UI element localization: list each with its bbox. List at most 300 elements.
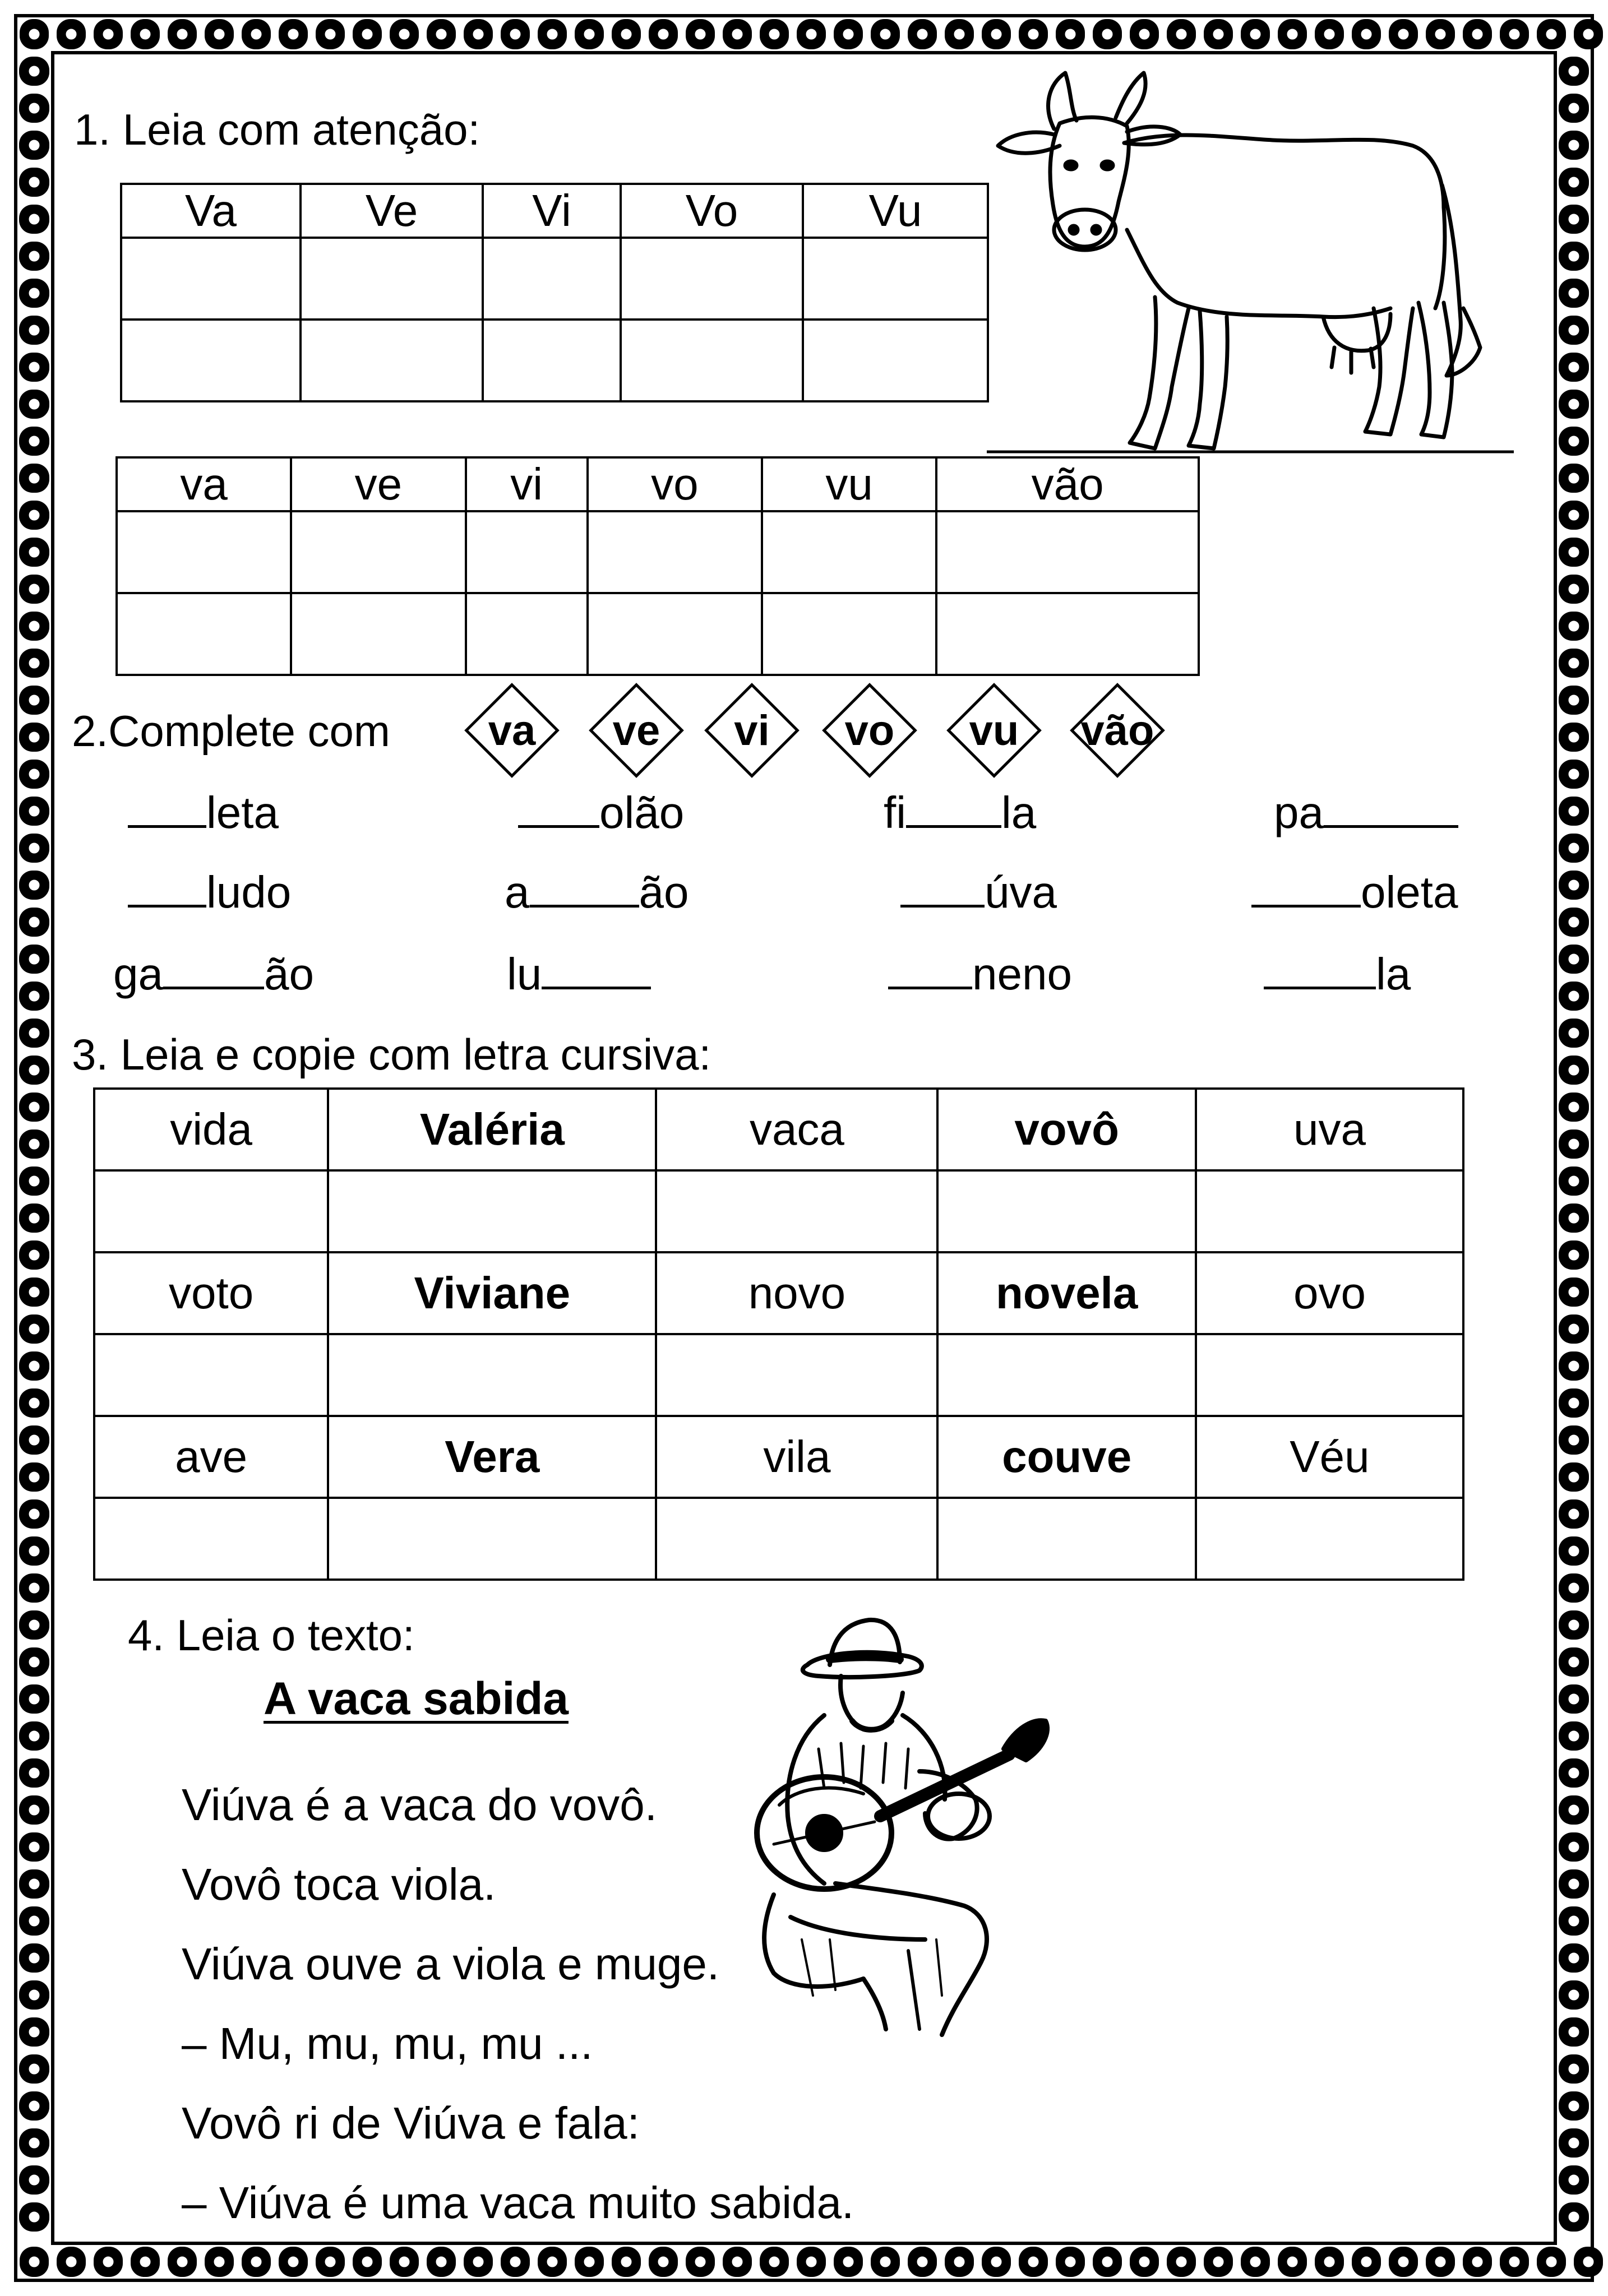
border-dot [1569, 1361, 1579, 1371]
lower-syllable-cell: vo [588, 457, 762, 511]
border-dot [29, 325, 39, 335]
border-dot [1569, 1953, 1579, 1963]
section2-heading: 2.Complete com [72, 706, 390, 756]
border-dot [1569, 1768, 1579, 1778]
upper-syllable-cell: Va [121, 184, 301, 238]
border-dot [843, 2257, 853, 2267]
border-dot [29, 1398, 39, 1408]
border-dot [436, 29, 446, 39]
border-dot [1569, 1546, 1579, 1556]
border-dot [547, 29, 557, 39]
border-dot [1546, 29, 1556, 39]
writing-cell[interactable] [936, 593, 1199, 675]
border-dot [1569, 695, 1579, 705]
border-dot [1569, 1324, 1579, 1334]
border-dot [29, 1842, 39, 1852]
border-dot [1569, 621, 1579, 631]
writing-cell[interactable] [483, 320, 621, 401]
border-dot [510, 2257, 520, 2267]
fill-in-word: olão [518, 790, 684, 835]
border-dot [917, 2257, 927, 2267]
syllable-diamond-label: ve [612, 706, 660, 754]
border-dot [1569, 399, 1579, 409]
border-dot [29, 732, 39, 742]
border-dot [29, 436, 39, 446]
border-dot [1569, 991, 1579, 1001]
border-dot [29, 1139, 39, 1149]
border-dot [1569, 2064, 1579, 2074]
border-dot [1398, 29, 1408, 39]
upper-syllable-cell: Ve [301, 184, 483, 238]
border-dot [1435, 29, 1445, 39]
border-dot [214, 29, 224, 39]
writing-cell[interactable] [291, 593, 465, 675]
fill-in-word: ga ão [113, 949, 314, 999]
fill-in-word: lu [507, 952, 651, 997]
border-dot [29, 843, 39, 853]
border-dot [1569, 1731, 1579, 1741]
border-dot [1569, 1102, 1579, 1112]
fill-in-word: leta [128, 790, 279, 835]
border-dot [1569, 1842, 1579, 1852]
word-cell: uva [1196, 1089, 1463, 1170]
syllable-diamond [1061, 674, 1173, 786]
writing-cell[interactable] [94, 1334, 328, 1416]
border-dot [1569, 1916, 1579, 1926]
border-dot [1324, 29, 1334, 39]
border-dot [1569, 1250, 1579, 1260]
writing-cell[interactable] [483, 238, 621, 320]
border-dot [658, 2257, 668, 2267]
border-dot [29, 1620, 39, 1630]
syllable-diamond [580, 674, 692, 786]
border-dot [1472, 29, 1482, 39]
writing-cell[interactable] [937, 1498, 1195, 1580]
border-dot [1569, 2175, 1579, 2185]
border-dot [29, 1583, 39, 1593]
border-dot [29, 991, 39, 1001]
word-cell: ave [94, 1416, 328, 1498]
writing-cell[interactable] [1196, 1170, 1463, 1252]
border-dot [29, 251, 39, 261]
word-cell: vaca [656, 1089, 937, 1170]
border-dot [1569, 251, 1579, 261]
upper-syllable-cell: Vi [483, 184, 621, 238]
border-dot [1028, 2257, 1038, 2267]
border-dot [1569, 473, 1579, 483]
upper-syllable-cell: Vu [803, 184, 988, 238]
word-cell: novo [656, 1252, 937, 1334]
story-line: – Mu, mu, mu, mu ... [182, 2019, 593, 2068]
border-dot [1509, 29, 1519, 39]
story-line: Viúva ouve a viola e muge. [182, 1939, 720, 1989]
border-dot [29, 1176, 39, 1186]
border-dot [29, 1509, 39, 1519]
blank-line[interactable] [530, 870, 639, 908]
syllable-diamond-label: va [488, 706, 536, 754]
story-line: Vovô ri de Viúva e fala: [182, 2098, 640, 2148]
fill-in-word: la [1264, 952, 1411, 997]
border-dot [251, 2257, 261, 2267]
border-dot [29, 103, 39, 113]
border-dot [1569, 1028, 1579, 1038]
writing-cell[interactable] [656, 1498, 937, 1580]
border-dot [1569, 214, 1579, 224]
border-dot [917, 29, 927, 39]
border-dot [1569, 1620, 1579, 1630]
border-dot [1569, 1435, 1579, 1445]
border-dot [1569, 66, 1579, 76]
border-dot [29, 2175, 39, 2185]
border-dot [695, 2257, 705, 2267]
border-dot [1102, 2257, 1112, 2267]
border-dot [29, 510, 39, 520]
border-dot [1287, 2257, 1297, 2267]
border-dot [1569, 362, 1579, 372]
border-dot [1569, 917, 1579, 927]
border-dot [1569, 732, 1579, 742]
border-dot [621, 29, 631, 39]
border-dot [29, 917, 39, 927]
writing-cell[interactable] [621, 320, 803, 401]
border-dot [473, 29, 483, 39]
border-dot [1324, 2257, 1334, 2267]
border-dot [325, 2257, 335, 2267]
blank-line[interactable] [1251, 870, 1361, 908]
border-dot [29, 584, 39, 594]
border-dot [362, 29, 372, 39]
border-dot [1139, 2257, 1149, 2267]
border-dot [806, 29, 816, 39]
border-dot [251, 29, 261, 39]
border-dot [1569, 1398, 1579, 1408]
viola-player-illustration [740, 1603, 1133, 2040]
border-dot [1569, 1879, 1579, 1889]
border-dot [29, 29, 39, 39]
border-dot [29, 288, 39, 298]
fill-in-word: neno [888, 952, 1072, 997]
border-dot [1569, 1583, 1579, 1593]
border-dot [1569, 177, 1579, 187]
border-dot [29, 1657, 39, 1667]
border-dot [214, 2257, 224, 2267]
border-dot [1569, 140, 1579, 150]
border-dot [29, 880, 39, 890]
border-dot [288, 2257, 298, 2267]
writing-cell[interactable] [466, 593, 588, 675]
border-dot [1065, 2257, 1075, 2267]
border-dot [29, 140, 39, 150]
border-dot [29, 2064, 39, 2074]
border-dot [29, 547, 39, 557]
border-dot [29, 2138, 39, 2148]
border-dot [880, 2257, 890, 2267]
border-dot [29, 362, 39, 372]
section3-heading: 3. Leia e copie com letra cursiva: [72, 1030, 711, 1079]
syllable-diamond [696, 674, 808, 786]
writing-cell[interactable] [656, 1170, 937, 1252]
border-dot [954, 29, 964, 39]
fill-in-word: a ão [505, 867, 689, 917]
border-dot [880, 29, 890, 39]
border-dot [177, 29, 187, 39]
border-dot [621, 2257, 631, 2267]
border-dot [1546, 2257, 1556, 2267]
border-dot [1569, 288, 1579, 298]
border-dot [29, 1361, 39, 1371]
border-dot [140, 2257, 150, 2267]
writing-cell[interactable] [588, 511, 762, 593]
writing-cell[interactable] [936, 511, 1199, 593]
border-dot [1569, 806, 1579, 816]
border-dot [1569, 769, 1579, 779]
border-dot [1435, 2257, 1445, 2267]
border-dot [29, 1953, 39, 1963]
syllable-diamond [814, 674, 926, 786]
border-dot [1361, 29, 1371, 39]
writing-cell[interactable] [291, 511, 465, 593]
border-dot [1569, 325, 1579, 335]
border-dot [991, 2257, 1001, 2267]
section1-heading: 1. Leia com atenção: [74, 105, 480, 154]
lower-syllable-cell: vu [762, 457, 936, 511]
syllable-diamond-label: vo [844, 706, 895, 754]
word-cell: Véu [1196, 1416, 1463, 1498]
border-dot [66, 2257, 76, 2267]
border-dot [29, 621, 39, 631]
border-dot [695, 29, 705, 39]
fill-in-word: ludo [128, 870, 291, 915]
word-cell: Viviane [328, 1252, 656, 1334]
border-dot [29, 1916, 39, 1926]
border-dot [1569, 1694, 1579, 1704]
border-dot [806, 2257, 816, 2267]
blank-line[interactable] [128, 790, 206, 828]
lower-syllable-cell: va [117, 457, 291, 511]
writing-cell[interactable] [656, 1334, 937, 1416]
writing-cell[interactable] [466, 511, 588, 593]
writing-cell[interactable] [121, 320, 301, 401]
writing-cell[interactable] [301, 320, 483, 401]
blank-line[interactable] [900, 870, 985, 908]
syllable-diamond [938, 674, 1050, 786]
lower-syllable-table [115, 456, 1200, 676]
border-dot [658, 29, 668, 39]
border-dot [1583, 29, 1593, 39]
border-dot [29, 1250, 39, 1260]
word-cell: Valéria [328, 1089, 656, 1170]
blank-line[interactable] [163, 952, 264, 989]
writing-cell[interactable] [94, 1498, 328, 1580]
story-line: – Viúva é uma vaca muito sabida. [182, 2178, 854, 2228]
border-dot [399, 29, 409, 39]
writing-cell[interactable] [762, 593, 936, 675]
border-dot [103, 2257, 113, 2267]
fill-in-word: oleta [1251, 870, 1458, 915]
writing-cell[interactable] [762, 511, 936, 593]
border-dot [584, 29, 594, 39]
border-dot [29, 177, 39, 187]
blank-line[interactable] [1264, 952, 1376, 989]
word-cell: ovo [1196, 1252, 1463, 1334]
border-dot [399, 2257, 409, 2267]
border-dot [1176, 29, 1186, 39]
writing-cell[interactable] [121, 238, 301, 320]
border-dot [843, 29, 853, 39]
syllable-diamond-label: vão [1080, 706, 1154, 754]
border-dot [66, 29, 76, 39]
border-dot [29, 1694, 39, 1704]
border-dot [1102, 29, 1112, 39]
border-dot [103, 29, 113, 39]
border-dot [1569, 1472, 1579, 1482]
border-dot [1569, 1065, 1579, 1075]
border-dot [29, 1324, 39, 1334]
writing-cell[interactable] [803, 320, 988, 401]
border-dot [1569, 954, 1579, 964]
writing-cell[interactable] [937, 1170, 1195, 1252]
border-dot [1569, 658, 1579, 668]
fill-in-word: fi la [884, 788, 1037, 837]
writing-cell[interactable] [328, 1498, 656, 1580]
border-dot [1569, 1213, 1579, 1223]
border-dot [1569, 584, 1579, 594]
border-dot [1569, 1805, 1579, 1815]
writing-cell[interactable] [117, 511, 291, 593]
border-dot [732, 2257, 742, 2267]
border-dot [769, 2257, 779, 2267]
border-dot [29, 695, 39, 705]
blank-line[interactable] [888, 952, 972, 989]
lower-syllable-cell: vi [466, 457, 588, 511]
border-dot [29, 1213, 39, 1223]
border-dot [1213, 29, 1223, 39]
border-dot [1569, 2027, 1579, 2037]
fill-in-word: pa [1274, 790, 1458, 835]
border-dot [1213, 2257, 1223, 2267]
writing-cell[interactable] [1196, 1498, 1463, 1580]
border-dot [1065, 29, 1075, 39]
border-dot [1250, 2257, 1260, 2267]
border-dot [1569, 1657, 1579, 1667]
border-dot [29, 1990, 39, 2000]
border-dot [732, 29, 742, 39]
writing-cell[interactable] [621, 238, 803, 320]
border-dot [1569, 510, 1579, 520]
border-dot [1250, 29, 1260, 39]
border-dot [1472, 2257, 1482, 2267]
border-dot [1287, 29, 1297, 39]
border-dot [1569, 1509, 1579, 1519]
writing-cell[interactable] [328, 1334, 656, 1416]
border-dot [991, 29, 1001, 39]
copy-words-table [93, 1087, 1464, 1581]
writing-cell[interactable] [328, 1170, 656, 1252]
writing-cell[interactable] [588, 593, 762, 675]
upper-syllable-table [120, 183, 989, 402]
lower-syllable-cell: ve [291, 457, 465, 511]
border-dot [769, 29, 779, 39]
border-dot [29, 2027, 39, 2037]
writing-cell[interactable] [1196, 1334, 1463, 1416]
border-dot [29, 1768, 39, 1778]
word-cell: voto [94, 1252, 328, 1334]
section4-heading: 4. Leia o texto: [128, 1610, 415, 1660]
border-dot [29, 2212, 39, 2222]
border-dot [29, 769, 39, 779]
border-dot [1569, 1176, 1579, 1186]
border-dot [954, 2257, 964, 2267]
cow-illustration [987, 62, 1514, 465]
border-dot [1569, 880, 1579, 890]
border-dot [29, 1472, 39, 1482]
border-dot [1569, 1287, 1579, 1297]
blank-line[interactable] [1324, 790, 1458, 828]
word-cell: vovô [937, 1089, 1195, 1170]
story-line: Viúva é a vaca do vovô. [182, 1780, 657, 1830]
word-cell: vila [656, 1416, 937, 1498]
border-dot [1569, 103, 1579, 113]
border-dot [29, 658, 39, 668]
border-dot [1569, 2101, 1579, 2111]
blank-line[interactable] [542, 952, 651, 989]
border-dot [29, 214, 39, 224]
writing-cell[interactable] [301, 238, 483, 320]
syllable-diamond-label: vu [969, 706, 1019, 754]
writing-cell[interactable] [937, 1334, 1195, 1416]
border-dot [29, 1435, 39, 1445]
border-dot [29, 66, 39, 76]
story-line: Vovô toca viola. [182, 1859, 496, 1909]
border-dot [288, 29, 298, 39]
writing-cell[interactable] [803, 238, 988, 320]
blank-line[interactable] [518, 790, 599, 828]
border-dot [29, 1102, 39, 1112]
border-dot [177, 2257, 187, 2267]
border-dot [362, 2257, 372, 2267]
border-dot [1569, 843, 1579, 853]
border-dot [29, 2101, 39, 2111]
story-title: A vaca sabida [264, 1673, 569, 1724]
border-dot [1569, 2212, 1579, 2222]
upper-syllable-cell: Vo [621, 184, 803, 238]
word-cell: vida [94, 1089, 328, 1170]
border-dot [1361, 2257, 1371, 2267]
border-dot [436, 2257, 446, 2267]
word-cell: Vera [328, 1416, 656, 1498]
border-dot [29, 954, 39, 964]
border-dot [1569, 1139, 1579, 1149]
blank-line[interactable] [128, 870, 206, 908]
writing-cell[interactable] [117, 593, 291, 675]
border-dot [29, 1065, 39, 1075]
border-dot [510, 29, 520, 39]
border-dot [1569, 1990, 1579, 2000]
border-dot [29, 1546, 39, 1556]
border-dot [1398, 2257, 1408, 2267]
border-dot [1583, 2257, 1593, 2267]
border-dot [29, 806, 39, 816]
fill-in-word: úva [900, 870, 1057, 915]
blank-line[interactable] [906, 790, 1001, 828]
border-dot [1509, 2257, 1519, 2267]
border-dot [29, 1805, 39, 1815]
border-dot [29, 1028, 39, 1038]
border-dot [29, 473, 39, 483]
writing-cell[interactable] [94, 1170, 328, 1252]
border-dot [584, 2257, 594, 2267]
border-dot [29, 399, 39, 409]
